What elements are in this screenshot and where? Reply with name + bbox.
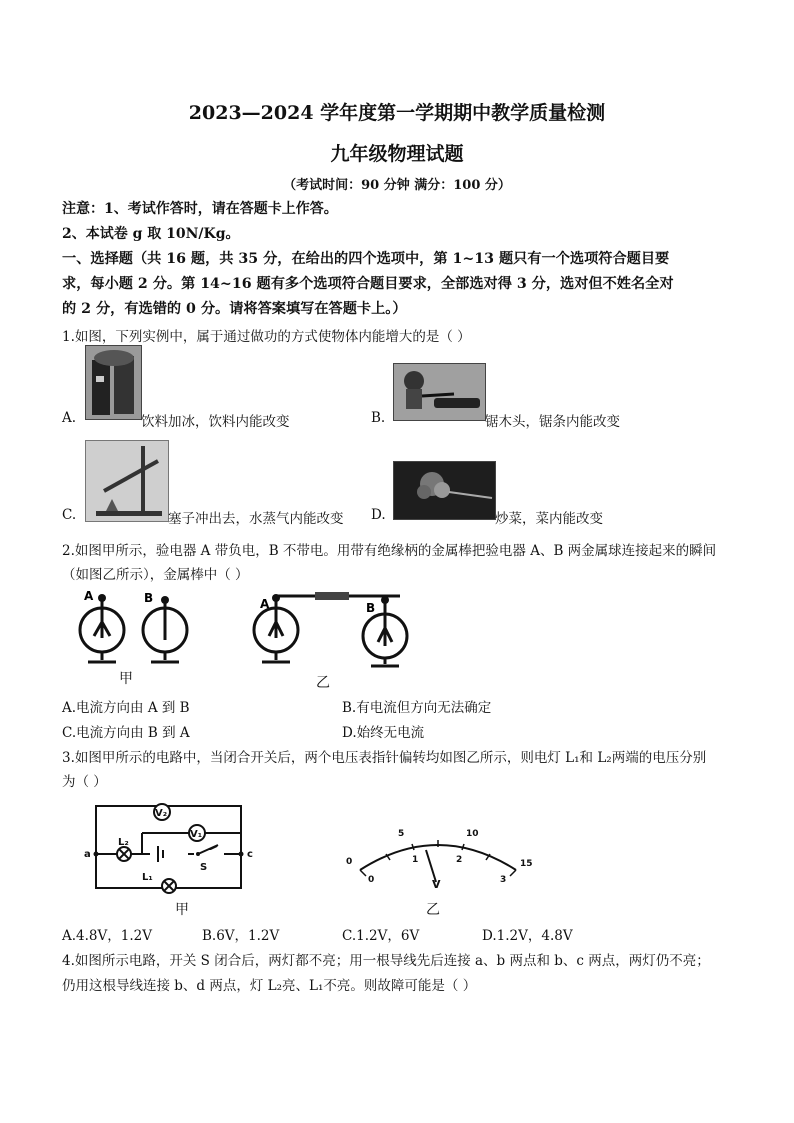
electroscope-b-label: B — [144, 591, 154, 605]
question-2-stem-line1: 2.如图甲所示，验电器 A 带负电，B 不带电。用带有绝缘柄的金属棒把验电器 A、B 两金属球连接起来的瞬间 — [62, 543, 717, 559]
q1-option-d-text: 炒菜，菜内能改变 — [495, 511, 603, 527]
dial-top-5: 5 — [398, 829, 405, 839]
q3-option-d: D.1.2V，4.8V — [482, 928, 573, 944]
question-4-stem-line1: 4.如图所示电路，开关 S 闭合后，两灯都不亮；用一根导线先后连接 a、b 两点和 b、c 两点，两灯仍不亮； — [62, 953, 710, 969]
q2-option-d: D.始终无电流 — [342, 725, 425, 741]
q3-option-c: C.1.2V，6V — [342, 928, 420, 944]
dial-bottom-3: 3 — [500, 875, 507, 885]
q1-option-a-label: A. — [62, 410, 77, 426]
dial-unit: V — [432, 878, 441, 891]
voltmeter-dial-yi — [338, 822, 538, 892]
electroscope-yi-a-label: A — [260, 597, 270, 611]
q3-option-b: B.6V，1.2V — [202, 928, 280, 944]
electroscope-yi-b-label: B — [366, 601, 376, 615]
q2-fig-caption-jia: 甲 — [119, 671, 133, 687]
q3-option-a: A.4.8V，1.2V — [62, 928, 152, 944]
dial-top-10: 10 — [466, 829, 479, 839]
section-instructions-line2: 求，每小题 2 分。第 14~16 题有多个选项符合题目要求，全部选对得 3 分，选对但不姓名全对 — [62, 276, 674, 292]
q1-option-c-label: C. — [62, 507, 77, 523]
circuit-l2-label: L₂ — [118, 837, 129, 848]
question-3-stem-line1: 3.如图甲所示的电路中，当闭合开关后，两个电压表指针偏转均如图乙所示，则电灯 L₁和 L₂两端的电压分别 — [62, 750, 707, 766]
q2-option-a: A.电流方向由 A 到 B — [62, 700, 190, 716]
circuit-diagram-jia — [82, 798, 262, 898]
q1-option-d-label: D. — [371, 507, 386, 523]
dial-bottom-2: 2 — [456, 855, 463, 865]
q3-fig-caption-jia: 甲 — [175, 902, 189, 918]
q2-fig-caption-yi: 乙 — [316, 675, 330, 691]
question-3-stem-line2: 为（ ） — [62, 774, 107, 790]
stopper-pop-apparatus-photo — [85, 440, 169, 522]
sawing-wood-photo — [393, 363, 486, 421]
circuit-s-label: S — [200, 862, 208, 873]
question-4-stem-line2: 仍用这根导线连接 b、d 两点，灯 L₂亮、L₁不亮。则故障可能是（ ） — [62, 978, 477, 994]
q1-option-b-text: 锯木头，锯条内能改变 — [485, 414, 620, 430]
q1-option-c-text: 塞子冲出去，水蒸气内能改变 — [168, 511, 344, 527]
section-instructions-line1: 一、选择题（共 16 题，共 35 分，在给出的四个选项中，第 1~13 题只有一个选项符合题目要 — [62, 251, 670, 267]
circuit-v1-label: V₁ — [190, 829, 203, 840]
q3-fig-caption-yi: 乙 — [426, 902, 440, 918]
q1-option-a-text: 饮料加冰，饮料内能改变 — [141, 414, 290, 430]
q1-option-b-label: B. — [371, 410, 386, 426]
drink-ice-photo — [85, 345, 142, 420]
dial-bottom-0: 0 — [368, 875, 375, 885]
electroscope-figure-yi — [250, 588, 430, 668]
section-instructions-line3: 的 2 分，有选错的 0 分。请将答案填写在答题卡上。） — [62, 301, 407, 317]
electroscope-figure-jia — [70, 588, 210, 668]
circuit-l1-label: L₁ — [142, 872, 153, 883]
page-title: 2023—2024 学年度第一学期期中教学质量检测 — [188, 102, 606, 124]
dial-top-0: 0 — [346, 857, 353, 867]
dial-bottom-1: 1 — [412, 855, 419, 865]
stir-fry-photo — [393, 461, 496, 520]
page-subtitle: 九年级物理试题 — [330, 143, 464, 165]
question-1-stem: 1.如图，下列实例中，属于通过做功的方式使物体内能增大的是（ ） — [62, 329, 471, 345]
q2-option-c: C.电流方向由 B 到 A — [62, 725, 190, 741]
circuit-c-label: c — [247, 849, 253, 860]
electroscope-a-label: A — [84, 589, 94, 603]
circuit-v2-label: V₂ — [155, 808, 168, 819]
note-2: 2、本试卷 g 取 10N/Kg。 — [62, 226, 240, 242]
note-1: 注意：1、考试作答时，请在答题卡上作答。 — [62, 201, 338, 217]
dial-top-15: 15 — [520, 859, 533, 869]
q2-option-b: B.有电流但方向无法确定 — [342, 700, 492, 716]
exam-info: （考试时间：90 分钟 满分：100 分） — [283, 178, 511, 193]
circuit-a-label: a — [84, 849, 91, 860]
question-2-stem-line2: （如图乙所示），金属棒中（ ） — [62, 567, 249, 583]
